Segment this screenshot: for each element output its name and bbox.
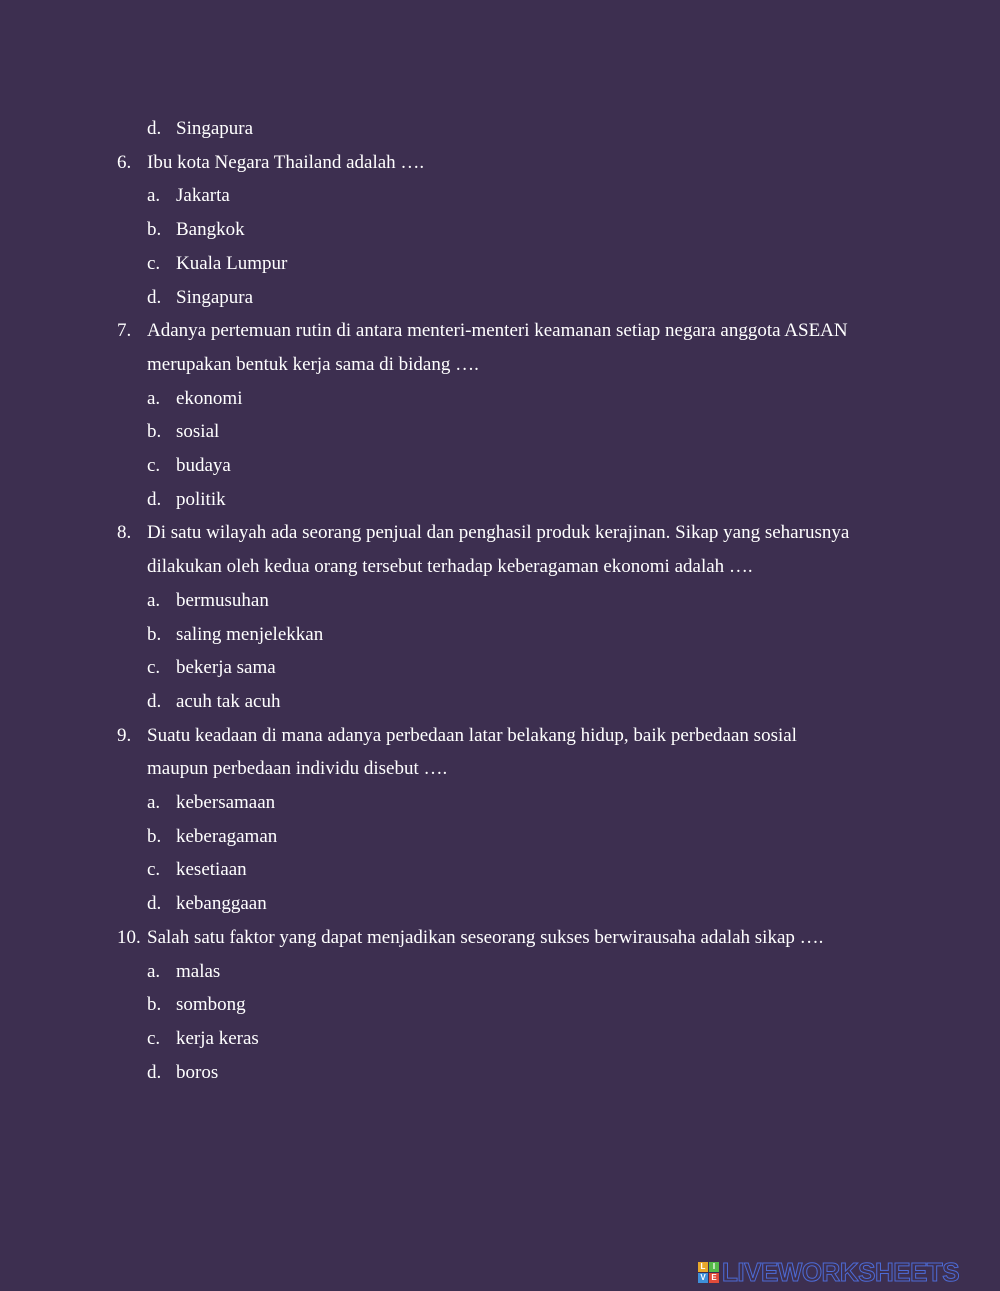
- question-text: Suatu keadaan di mana adanya perbedaan latar belakang hidup, baik perbedaan sosial: [147, 724, 797, 746]
- option-text: acuh tak acuh: [176, 690, 281, 712]
- logo-cell: V: [698, 1273, 708, 1283]
- option-text: sombong: [176, 994, 246, 1016]
- option-text: Kuala Lumpur: [176, 252, 288, 274]
- option-text: Jakarta: [176, 185, 230, 207]
- option-text: ekonomi: [176, 387, 243, 409]
- watermark-text: LIVEWORKSHEETS: [722, 1256, 960, 1287]
- question-number: 10.: [117, 926, 141, 948]
- option-letter: d.: [147, 118, 162, 139]
- question-text: Salah satu faktor yang dapat menjadikan seseorang sukses berwirausaha adalah sikap ….: [147, 926, 824, 948]
- option-letter: d.: [147, 690, 162, 712]
- option-letter: a.: [147, 185, 161, 207]
- option-text: budaya: [176, 455, 231, 476]
- option-text: Singapura: [176, 286, 254, 308]
- question-text: Ibu kota Negara Thailand adalah ….: [147, 151, 425, 173]
- liveworksheets-watermark: [698, 1257, 959, 1287]
- option-letter: c.: [147, 455, 161, 476]
- question-text: Di satu wilayah ada seorang penjual dan penghasil produk kerajinan. Sikap yang seharusnya: [147, 522, 850, 544]
- option-text: keberagaman: [176, 825, 278, 847]
- option-text: kebersamaan: [176, 792, 276, 813]
- option-letter: b.: [147, 825, 162, 847]
- option-letter: a.: [147, 589, 161, 611]
- question-text: Adanya pertemuan rutin di antara menteri-menteri keamanan setiap negara anggota ASEAN: [147, 320, 848, 342]
- question-number: 7.: [117, 320, 132, 342]
- option-letter: a.: [147, 387, 161, 409]
- option-text: bekerja sama: [176, 657, 276, 679]
- option-letter: c.: [147, 859, 161, 881]
- option-letter: d.: [147, 893, 162, 915]
- option-letter: d.: [147, 1061, 162, 1083]
- option-letter: d.: [147, 286, 162, 308]
- logo-cell: L: [698, 1262, 708, 1272]
- option-text: politik: [176, 488, 226, 510]
- option-letter: c.: [147, 252, 161, 274]
- option-letter: b.: [147, 219, 162, 241]
- option-text: saling menjelekkan: [176, 623, 324, 645]
- liveworksheets-logo-icon: [698, 1262, 719, 1283]
- option-text: kerja keras: [176, 1027, 259, 1049]
- option-letter: a.: [147, 960, 161, 982]
- option-letter: a.: [147, 792, 161, 813]
- question-text: dilakukan oleh kedua orang tersebut terhadap keberagaman ekonomi adalah ….: [147, 556, 753, 578]
- question-text: maupun perbedaan individu disebut ….: [147, 758, 448, 780]
- option-text: sosial: [176, 421, 220, 443]
- option-text: Bangkok: [176, 219, 245, 241]
- option-letter: c.: [147, 1027, 161, 1049]
- option-text: boros: [176, 1061, 219, 1083]
- option-text: kebanggaan: [176, 893, 267, 915]
- question-number: 8.: [117, 522, 132, 544]
- question-number: 9.: [117, 724, 132, 746]
- option-letter: b.: [147, 994, 162, 1016]
- option-letter: b.: [147, 421, 162, 443]
- option-letter: b.: [147, 623, 162, 645]
- option-text: Singapura: [176, 118, 254, 139]
- logo-cell: E: [709, 1273, 719, 1283]
- question-number: 6.: [117, 151, 132, 173]
- option-text: malas: [176, 960, 221, 982]
- logo-cell: I: [709, 1262, 719, 1272]
- option-letter: d.: [147, 488, 162, 510]
- option-letter: c.: [147, 657, 161, 679]
- option-text: kesetiaan: [176, 859, 247, 881]
- option-text: bermusuhan: [176, 589, 269, 611]
- question-text: merupakan bentuk kerja sama di bidang ….: [147, 353, 479, 375]
